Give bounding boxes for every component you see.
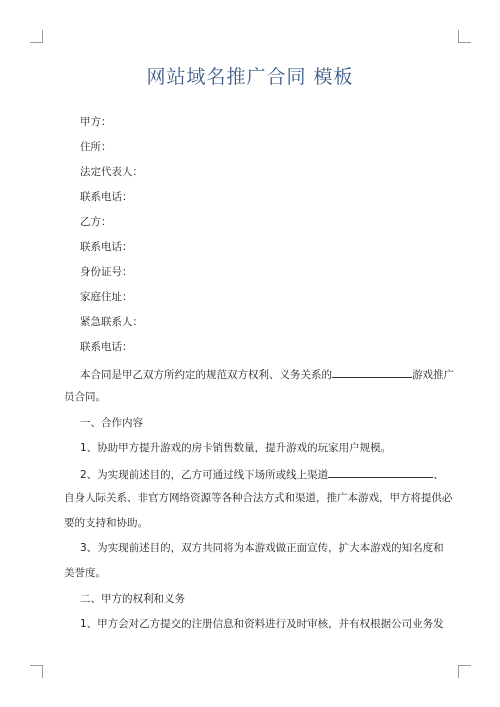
clause-2-continuation-2: 要的支持和协助。 [64, 517, 148, 529]
crop-mark-bottom-left [30, 665, 43, 678]
crop-mark-top-right [458, 30, 471, 43]
clause-4: 1、甲方会对乙方提交的注册信息和资料进行及时审核，并有权根据公司业务发 [80, 618, 444, 630]
field-party-b: 乙方： [80, 216, 112, 228]
clause-3-continuation: 美誉度。 [64, 567, 106, 579]
field-party-a: 甲方： [80, 116, 112, 128]
section-heading-cooperation: 一、合作内容 [80, 417, 143, 429]
field-emergency-contact: 紧急联系人： [80, 316, 143, 328]
section-heading-party-a-rights: 二、甲方的权利和义务 [80, 593, 185, 605]
field-legal-representative: 法定代表人： [80, 166, 143, 178]
field-home-address: 家庭住址： [80, 291, 133, 303]
clause-2-text-end: 、 [433, 469, 444, 481]
clause-2-text: 2、为实现前述目的，乙方可通过线下场所或线上渠道 [80, 469, 329, 481]
field-phone-emergency: 联系电话： [80, 341, 133, 353]
blank-line [328, 466, 433, 478]
clause-3: 3、为实现前述目的，双方共同将为本游戏做正面宣传，扩大本游戏的知名度和 [80, 542, 444, 554]
field-address: 住所： [80, 141, 112, 153]
clause-2 [80, 466, 444, 482]
intro-text: 本合同是甲乙双方所约定的规范双方权利、义务关系的 [80, 369, 332, 381]
intro-paragraph [80, 366, 454, 382]
field-phone-a: 联系电话： [80, 191, 133, 203]
crop-mark-bottom-right [458, 665, 471, 678]
clause-2-continuation-1: 自身人际关系、非官方网络资源等各种合法方式和渠道，推广本游戏，甲方将提供必 [64, 492, 453, 504]
blank-line [332, 366, 412, 378]
document-title: 网站域名推广合同 模板 [146, 66, 354, 88]
clause-1: 1、协助甲方提升游戏的房卡销售数量，提升游戏的玩家用户规模。 [80, 442, 392, 454]
field-phone-b: 联系电话： [80, 241, 133, 253]
intro-text-end: 游戏推广 [412, 369, 454, 381]
field-id-number: 身份证号： [80, 266, 133, 278]
crop-mark-top-left [30, 30, 43, 43]
intro-continuation: 员合同。 [64, 391, 106, 403]
